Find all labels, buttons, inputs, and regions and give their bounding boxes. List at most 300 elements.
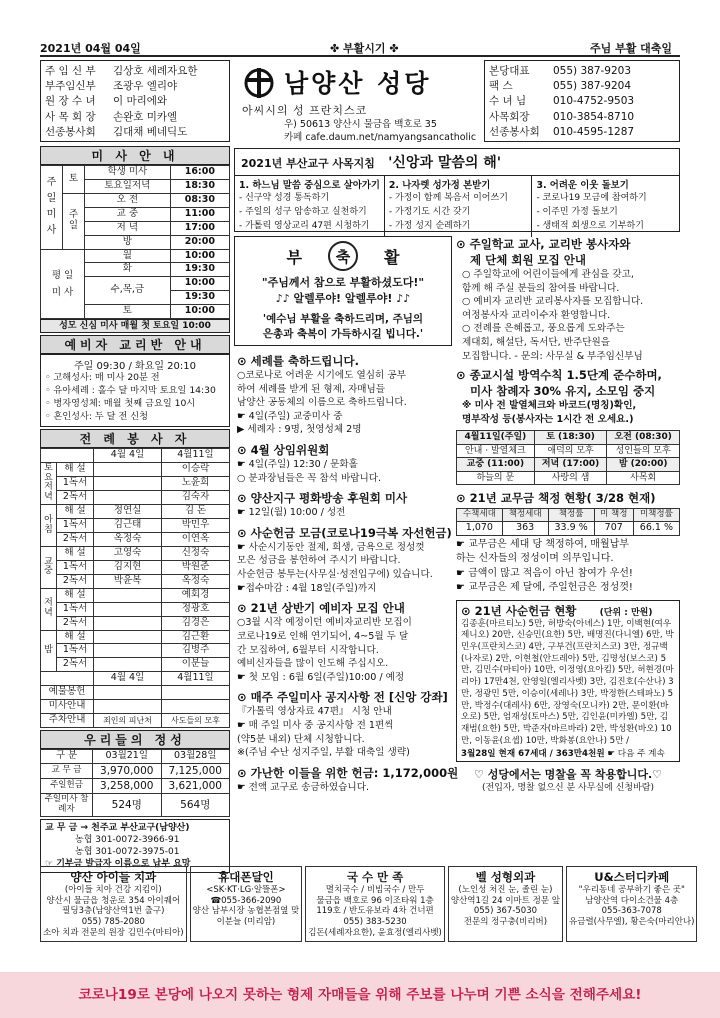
news-line: 간 모집하여, 6월부터 시작합니다. <box>237 644 379 656</box>
sacrament-info: ◦ 병자영성체: 매월 첫째 금요일 10시 <box>45 398 196 410</box>
servers-name: 예회경 <box>162 588 230 602</box>
news-line: ☛접수마감 : 4월 18일(주일)까지 <box>237 582 377 594</box>
duty-cell: 하늘의 문 <box>457 471 535 484</box>
servers-role: 2독서 <box>57 616 94 630</box>
news-line: (약5분 내외) 단체 시청합니다. <box>237 733 365 745</box>
sunday-mass-label <box>41 166 63 250</box>
mass-note: 성모 신심 미사 매월 첫 토요일 10:00 <box>40 319 230 333</box>
contact-box <box>484 60 680 142</box>
contact-row <box>489 64 675 79</box>
tithe-head-cell: 수책세대 <box>457 508 503 521</box>
lent-sum: 3월28일 현재 67세대 / 363만4천원 <box>461 749 605 760</box>
mass-row <box>41 166 230 180</box>
staff-name: 조광우 엘리야 <box>113 80 178 93</box>
news-item <box>237 689 449 759</box>
sunday-mass-char: 미 <box>46 209 57 221</box>
tithe-values <box>457 521 680 535</box>
servers-row <box>41 462 230 476</box>
tithe-head <box>457 508 680 521</box>
finance-label: 교 무 금 <box>41 763 93 778</box>
mass-time: 19:30 <box>170 263 229 277</box>
mass-time: 10:00 <box>170 277 229 291</box>
pastoral-item: - 생태적 회생으로 기부하기 <box>536 221 644 232</box>
lent-title: ⊙ 21년 사순헌금 현황 <box>461 603 577 618</box>
ad-line: 055) 785-2080 <box>81 916 145 927</box>
pastoral-item: - 가정이 함께 복음서 이어쓰기 <box>388 193 508 204</box>
sunday-char: 주 <box>68 209 79 221</box>
finance-value: 3,258,000 <box>93 779 162 794</box>
news-item <box>456 367 680 426</box>
servers-row <box>41 630 230 644</box>
duty-cell: 교중 (11:00) <box>457 458 535 471</box>
mass-name: 토요일저녁 <box>85 179 171 193</box>
mass-name: 월 <box>85 249 171 263</box>
duty-cell: 4월11일(주일) <box>457 431 535 444</box>
duty-cell: 저녁 (17:00) <box>534 458 607 471</box>
easter-line-1: "주님께서 참으로 부활하셨도다!" <box>261 276 425 289</box>
footer-banner: 코로나19로 본당에 나오지 못하는 형제 자매들을 위해 주보를 나누며 기쁜 소식을 전해주세요! <box>0 972 720 1018</box>
servers-name: 김병주 <box>162 644 230 658</box>
servers-name <box>94 476 162 490</box>
servers-foot-name <box>94 686 162 700</box>
news-line: ☛ 매 주일 미사 중 공지사항 전 1편씩 <box>237 719 394 731</box>
ad-title: 국 수 만 족 <box>346 870 404 884</box>
ad-line: 양산 남부시장 농협본점옆 맞 <box>192 906 300 917</box>
contact-label: 본당대표 <box>489 65 530 77</box>
servers-name: 옥정숙 <box>94 533 162 547</box>
ad-line: 055) 367-5030 <box>473 906 538 917</box>
duty-cell: 오전 (08:30) <box>607 431 680 444</box>
pastoral-box <box>234 148 680 232</box>
contact-label: 선종봉사회 <box>489 125 540 138</box>
staff-role: 사 목 회 장 <box>45 110 96 123</box>
news-line: 『가톨릭 영상자료 47편』 시청 안내 <box>237 706 392 718</box>
mass-time: 19:30 <box>170 291 229 305</box>
servers-head-blank <box>41 448 94 462</box>
servers-foot-row <box>41 700 230 714</box>
news-line: 제대회, 해설단, 독서단, 반주단원을 <box>462 337 611 349</box>
ad-line: ☎055-366-2090 <box>210 895 282 906</box>
mass-name: 학생 미사 <box>85 166 171 180</box>
finance-label: 주일헌금 <box>41 779 93 794</box>
pastoral-item: - 이주민 가정 돌보기 <box>536 207 618 218</box>
pastoral-col <box>235 176 385 237</box>
staff-role: 선종봉사회 <box>45 125 96 138</box>
news-line: ▶ 세례자 : 9명, 첫영성체 2명 <box>237 424 362 436</box>
servers-row <box>41 505 230 519</box>
mass-row <box>41 193 230 207</box>
news-item <box>237 442 449 485</box>
news-line: 남양산 공동체의 이름으로 축하드립니다. <box>237 397 407 409</box>
ad-line: (아이들 치아 건강 지킴이) <box>64 885 162 895</box>
account-note: ☞ 기부금 발급자 이름으로 납부 요망 <box>45 859 191 870</box>
left-column <box>40 146 230 873</box>
news-line: ○ 주일학교에 어린이들에게 관심을 갖고, <box>462 269 634 280</box>
servers-name: 옥정숙 <box>162 574 230 588</box>
servers-foot-col-1: 4월 4일 <box>94 672 162 686</box>
contact-phone[interactable]: 055) 387-9203 <box>553 65 632 77</box>
tithe-title: ⊙ 21년 교무금 책정 현황( 3/28 현재) <box>456 490 656 505</box>
sunday-char: 일 <box>68 220 79 232</box>
weekday-label-line: 미 사 <box>51 286 74 298</box>
servers-col-2: 4월11일 <box>162 448 230 462</box>
servers-row <box>41 560 230 574</box>
pastoral-item: - 가정기도 시간 갖기 <box>388 207 471 218</box>
sacrament-info: ◦ 고해성사: 매 미사 20분 전 <box>45 372 160 384</box>
easter-line-3: '예수님 부활을 축하드리며, 주님의 <box>262 313 424 325</box>
mass-row <box>41 249 230 263</box>
liturgical-season: ✤ 부활시기 ✤ <box>330 42 399 55</box>
ad-line: 전문의 정구충(비리버) <box>463 916 548 927</box>
servers-name: 이승락 <box>162 462 230 476</box>
servers-name <box>94 602 162 616</box>
mass-time: 10:00 <box>170 305 229 319</box>
tithe-value: 33.9 % <box>548 521 594 535</box>
finance-row <box>41 763 230 778</box>
servers-role: 해 설 <box>57 462 94 476</box>
pastoral-item: - 신구약 성경 통독하기 <box>239 193 330 204</box>
duty-cell: 사랑의 샘 <box>534 471 607 484</box>
servers-row <box>41 644 230 658</box>
servers-name: 박원준 <box>162 560 230 574</box>
servers-foot-row <box>41 686 230 700</box>
saturday-label: 토 <box>63 166 85 194</box>
lent-more: ☛ 다음 주 계속 <box>607 749 665 760</box>
finance-head-cell: 03월21일 <box>93 750 162 764</box>
servers-role: 1독서 <box>57 644 94 658</box>
servers-foot-role: 주차안내 <box>41 714 94 728</box>
finance-value: 3,621,000 <box>161 779 230 794</box>
servers-name: 김근환 <box>162 630 230 644</box>
duty-cell: 토 (18:30) <box>534 431 607 444</box>
tithe-note: ☛ 교무금은 제 달에, 주일헌금은 정성껏! <box>456 582 633 594</box>
pastoral-col-title: 3. 어려운 이웃 돌보기 <box>536 180 629 191</box>
mass-time: 08:30 <box>170 193 229 207</box>
news-item <box>237 765 459 795</box>
servers-name: 정광호 <box>162 602 230 616</box>
news-title: ⊙ 사순헌금 모금(코로나19극복 자선헌금) <box>237 525 452 540</box>
tithe-head-cell: 책정률 <box>548 508 594 521</box>
staff-name: 김상호 세례자요한 <box>113 65 198 77</box>
ad-line: 유금렬(사무엘), 황은숙(마리안나) <box>569 916 695 927</box>
news-line: 함께 해 주실 분들의 참여를 바랍니다. <box>462 282 620 294</box>
ad-line: 물금읍 백호로 96 이조타워 1층 <box>316 895 434 906</box>
servers-row <box>41 491 230 505</box>
servers-name: 정연실 <box>94 505 162 519</box>
pastoral-year: 2021년 부산교구 사목지침 <box>241 157 375 170</box>
servers-role: 1독서 <box>57 476 94 490</box>
news-line: 사순헌금 봉투는(사무실·성전입구에) 있습니다. <box>237 569 433 581</box>
mass-title: 미 사 안 내 <box>40 146 230 165</box>
finance-table <box>40 749 230 817</box>
servers-foot-name: 사도들의 모후 <box>162 714 230 728</box>
staff-role: 주 임 신 부 <box>45 65 96 77</box>
servers-row <box>41 602 230 616</box>
news-line: ※ 미사 전 발열체크와 바코드(명칭)확인, <box>462 400 637 412</box>
staff-box <box>40 60 230 142</box>
tithe-head-cell: 책정세대 <box>502 508 548 521</box>
sunday-mass-char: 사 <box>46 225 57 237</box>
news-line: ○3월 시작 예정이던 예비자교리반 모집이 <box>237 617 412 629</box>
tithe-table <box>456 508 680 536</box>
news-line: 하여 세례를 받게 된 형제, 자매님들 <box>237 383 386 395</box>
servers-name <box>94 491 162 505</box>
finance-value: 3,970,000 <box>93 763 162 778</box>
servers-row <box>41 616 230 630</box>
prep-box <box>40 354 230 427</box>
duty-row <box>457 444 680 457</box>
account-box <box>40 819 230 874</box>
news-title: ⊙ 종교시설 방역수칙 1.5단계 준수하며, <box>456 368 662 383</box>
servers-role: 해 설 <box>57 630 94 644</box>
prep-time: 주일 09:30 / 화요일 20:10 <box>73 361 197 373</box>
news-line: ○ 전례를 은혜롭고, 풍요롭게 도와주는 <box>462 323 625 335</box>
lent-box <box>456 600 680 763</box>
ad-box <box>40 866 187 942</box>
pastoral-item: - 주일의 성구 암송하고 실천하기 <box>239 207 367 218</box>
mass-time: 17:00 <box>170 221 229 235</box>
servers-name: 박윤복 <box>94 574 162 588</box>
duty-cell: 밤 (20:00) <box>607 458 680 471</box>
news-line: ○ 분과장님들은 꼭 참석 바랍니다. <box>237 472 382 484</box>
servers-foot-name <box>94 700 162 714</box>
ad-title: 휴대폰달인 <box>218 870 274 884</box>
mass-name: 교 중 <box>85 207 171 221</box>
feast-day: 주님 부활 대축일 <box>590 42 673 55</box>
ad-line: 이분늘 (미리암) <box>216 916 276 927</box>
servers-name <box>94 644 162 658</box>
ad-line: 055) 383-5230 <box>343 916 407 927</box>
tithe-value: 1,070 <box>457 521 503 535</box>
news-line: ☛ 4일(주일) 12:30 / 문화홀 <box>237 459 358 471</box>
staff-row <box>45 110 225 125</box>
ads-row <box>40 866 695 942</box>
mass-time: 10:00 <box>170 249 229 263</box>
staff-row <box>45 125 225 140</box>
pastoral-col-title: 2. 나자렛 성가정 본받기 <box>388 180 491 191</box>
staff-row <box>45 94 225 109</box>
finance-value: 564명 <box>161 794 230 817</box>
news-line: ☛ 전액 교구로 송금하였습니다. <box>237 781 370 793</box>
staff-role: 원 장 수 녀 <box>45 95 96 108</box>
servers-row <box>41 658 230 672</box>
duty-cell: 사목회 <box>607 471 680 484</box>
tithe-value: 707 <box>594 521 633 535</box>
news-title: ⊙ 주일학교 교사, 교리반 봉사자와 <box>456 237 631 251</box>
contact-phone[interactable]: 055) 387-9204 <box>553 80 632 93</box>
servers-row <box>41 547 230 561</box>
news-line: 모집합니다. - 문의: 사무실 & 부주임신부님 <box>462 350 643 362</box>
easter-word-2: 활 <box>384 247 400 267</box>
servers-foot-row <box>41 714 230 728</box>
news-line: ☛ 12일(월) 10:00 / 성전 <box>237 507 346 519</box>
servers-foot-name: 죄인의 피난처 <box>94 714 162 728</box>
servers-head <box>41 448 230 462</box>
servers-foot-role: 미사안내 <box>41 700 94 714</box>
sunday-mass-char: 일 <box>46 193 57 205</box>
news-line: ○코로나로 어려운 시기에도 열심히 공부 <box>237 370 406 381</box>
ad-box <box>566 866 697 942</box>
news-item <box>237 353 449 437</box>
duty-cell: 애덕의 모후 <box>534 444 607 457</box>
servers-name: 김 돈 <box>162 505 230 519</box>
account-2: 농협 301-0072-3975-01 <box>75 846 180 857</box>
church-name: 남양산 성당 <box>284 69 432 98</box>
ad-line: 소아 치과 전문의 원장 김민수(마티아) <box>43 927 184 938</box>
contact-label: 팩 스 <box>489 80 513 93</box>
servers-row <box>41 574 230 588</box>
servers-name <box>94 630 162 644</box>
contact-row <box>489 79 675 94</box>
duty-row <box>457 471 680 484</box>
news-title: ⊙ 양산지구 평화방송 후원회 미사 <box>237 491 408 506</box>
servers-name <box>94 616 162 630</box>
servers-role: 2독서 <box>57 491 94 505</box>
ad-line: 양산역1길 24 이마트 정문 앞 <box>450 895 561 906</box>
issue-date: 2021년 04월 04일 <box>40 42 141 55</box>
news-title: ⊙ 매주 주일미사 공지사항 전 [신앙 강좌] <box>237 690 448 705</box>
contact-phone[interactable]: 010-3854-8710 <box>553 110 635 123</box>
pastoral-col <box>385 176 533 237</box>
servers-role: 1독서 <box>57 560 94 574</box>
mass-name: 저 녁 <box>85 221 171 235</box>
servers-name: 박민우 <box>162 519 230 533</box>
church-cafe-link[interactable]: 카페 cafe.daum.net/namyangsancatholic <box>284 132 477 143</box>
servers-name <box>94 462 162 476</box>
news-line: ※(주님 수난 성지주일, 부활 대축일 생략) <box>237 747 410 759</box>
ad-title: U&스터디카페 <box>594 870 670 884</box>
news-title: ⊙ 21년 상반기 예비자 모집 안내 <box>237 601 405 616</box>
mass-name: 토 <box>85 305 171 319</box>
ad-line: 멸치국수 / 비빔국수 / 만두 <box>325 885 425 895</box>
finance-title: 우리들의 정성 <box>40 730 230 749</box>
servers-group-label: 아침 <box>41 505 57 547</box>
mass-name: 화 <box>85 263 171 277</box>
staff-name: 김대채 베네딕도 <box>113 125 188 138</box>
ad-line: 남양산역 다이소건물 4층 <box>585 895 679 906</box>
celebration-badge: 축 <box>328 241 358 271</box>
tithe-note: ☛ 교무금은 세대 당 책정하여, 매월납부 <box>456 538 629 550</box>
duty-row <box>457 431 680 444</box>
staff-row <box>45 64 225 79</box>
ad-title: 벨 성형외과 <box>475 870 536 884</box>
easter-box <box>234 236 452 346</box>
church-patron: 아씨시의 성 프란치스코 <box>242 104 368 117</box>
pastoral-item: - 가톨릭 영상교리 47편 시청하기 <box>239 221 370 232</box>
staff-name: 이 마리에와 <box>113 95 168 108</box>
mass-time: 18:30 <box>170 179 229 193</box>
tithe-note: 하는 신자들의 정성이며 의무입니다. <box>456 553 614 565</box>
servers-group-label: 밤 <box>41 630 57 672</box>
ad-line: (노인성 처진 눈, 졸린 눈) <box>458 885 553 895</box>
sunday-mass-char: 주 <box>46 177 57 189</box>
finance-row <box>41 779 230 794</box>
servers-role: 2독서 <box>57 658 94 672</box>
ad-title: 양산 아이들 치과 <box>70 870 157 884</box>
servers-group-label: 교중 <box>41 547 57 589</box>
mass-name: 수,목,금 <box>85 277 171 305</box>
mass-name: 방 <box>85 235 171 249</box>
staff-role: 부주임신부 <box>45 80 96 93</box>
contact-row <box>489 110 675 125</box>
news-line: 여정봉사자 교리이수자 환영합니다. <box>462 309 611 321</box>
contact-row <box>489 94 675 109</box>
weekday-label <box>41 249 85 319</box>
easter-word-1: 부 <box>286 247 302 267</box>
finance-head-cell: 03월28일 <box>161 750 230 764</box>
easter-line-4: 은총과 축복이 가득하시길 빕니다.' <box>262 328 424 340</box>
header-rule <box>40 55 680 57</box>
news-item <box>237 525 452 595</box>
servers-table <box>40 448 230 728</box>
mass-table <box>40 165 230 319</box>
servers-title: 전 례 봉 사 자 <box>40 429 230 448</box>
lent-donors: 김종훈(마르티노) 5만, 허방숙(아녜스) 1만, 이백현(여우제니오) 20만, 신승민(요한) 5만, 배명진(다니엘) 6만, 박민우(프란치스코) 4만, 구부건(프란치스코) 3만, 정규백(나자로) 2만, 이현철(안드레아) 5만, 김명성(보스코) 5만, 김민수(마티아) 10만, 이정영(요아킴) 5만, 허현경(마리아) 17만4천, 안영일(엘리사벳) 3만, 김진호(수산나) 3만, 정광민 5만, 이승이(세레나) 3만, 박정한(스테파노) 5만, 박정수(대레사) 6만, 장영숙(모니카) 2만, 문이환(바오로) 5만, 엄재성(토마스) 5만, 김인윤(미카엘) 5만, 김재범(요한) 5만, 박준자(바르바라) 2만, 박성환(바오) 10만, 이동윤(요셉) 10만, 박화봉(요안나) 5만 / <box>461 618 674 746</box>
servers-foot-name <box>162 700 230 714</box>
servers-foot-head <box>41 672 230 686</box>
servers-name: 김숙자 <box>162 491 230 505</box>
church-title-box <box>236 60 478 142</box>
ad-line: 119호 / 반도유보라 4차 건너편 <box>316 906 434 917</box>
news-line: ☛ 4일(주일) 교중미사 중 <box>237 410 343 422</box>
news-line: ○ 예비자 교리반 교리봉사자를 모집합니다. <box>462 296 644 308</box>
contact-phone[interactable]: 010-4595-1287 <box>553 125 635 138</box>
right-column <box>456 236 680 794</box>
servers-row <box>41 588 230 602</box>
sacrament-info: ◦ 유아세례 : 홀수 달 마지막 토요일 14:30 <box>45 385 216 397</box>
finance-value: 7,125,000 <box>161 763 230 778</box>
servers-role: 해 설 <box>57 547 94 561</box>
servers-foot-role: 예물봉헌 <box>41 686 94 700</box>
pastoral-item: - 코로나19 모금에 참여하기 <box>536 193 647 204</box>
sacrament-info: ◦ 혼인성사: 두 달 전 신청 <box>45 410 148 422</box>
name-tag-note: (전입자, 명찰 없으신 분 사무실에 신청바람) <box>482 783 654 794</box>
mass-name: 오 전 <box>85 193 171 207</box>
servers-name <box>94 658 162 672</box>
servers-name: 김근태 <box>94 519 162 533</box>
finance-head <box>41 750 230 764</box>
finance-row <box>41 794 230 817</box>
news-title: 미사 참례자 30% 유지, 소모임 중지 <box>470 384 656 399</box>
middle-column <box>234 236 459 796</box>
staff-row <box>45 79 225 94</box>
pastoral-slogan: '신앙과 말씀의 해' <box>388 155 502 171</box>
contact-phone[interactable]: 010-4752-9503 <box>553 95 635 108</box>
servers-name: 김지현 <box>94 560 162 574</box>
news-title: ⊙ 세례를 축하드립니다. <box>237 354 359 368</box>
prep-title: 예비자 교리반 안내 <box>40 335 230 354</box>
finance-label: 주일미사 참례자 <box>41 794 93 817</box>
ad-line: 055-363-7078 <box>601 906 662 917</box>
duty-cell: 안내 · 발열체크 <box>457 444 535 457</box>
finance-value: 524명 <box>93 794 162 817</box>
contact-label: 수 녀 님 <box>489 95 527 108</box>
news-line: ☛ 첫 모임 : 6월 6일(주일)10:00 / 예정 <box>237 671 405 683</box>
ad-line: "우리동네 공부하기 좋은 곳" <box>578 885 685 895</box>
tithe-head-cell: 미 책정 <box>594 508 633 521</box>
mass-time: 16:00 <box>170 166 229 180</box>
contact-label: 사목회장 <box>489 110 530 123</box>
account-1: 농협 301-0072-3966-91 <box>75 834 180 845</box>
lent-unit: (단위 : 만원) <box>599 607 653 618</box>
tithe-head-cell: 미책정률 <box>633 508 679 521</box>
news-line: 명부작성 등(봉사자는 1시간 전 오세요.) <box>462 413 634 425</box>
news-line: 예비신자들을 많이 인도해 주십시오. <box>237 658 389 670</box>
ad-line: 필딩3층(남양산역1번 출구) <box>62 906 165 917</box>
news-item <box>456 236 680 363</box>
servers-group-label: 저녁 <box>41 588 57 630</box>
servers-group-label: 토요저녁 <box>41 462 57 505</box>
